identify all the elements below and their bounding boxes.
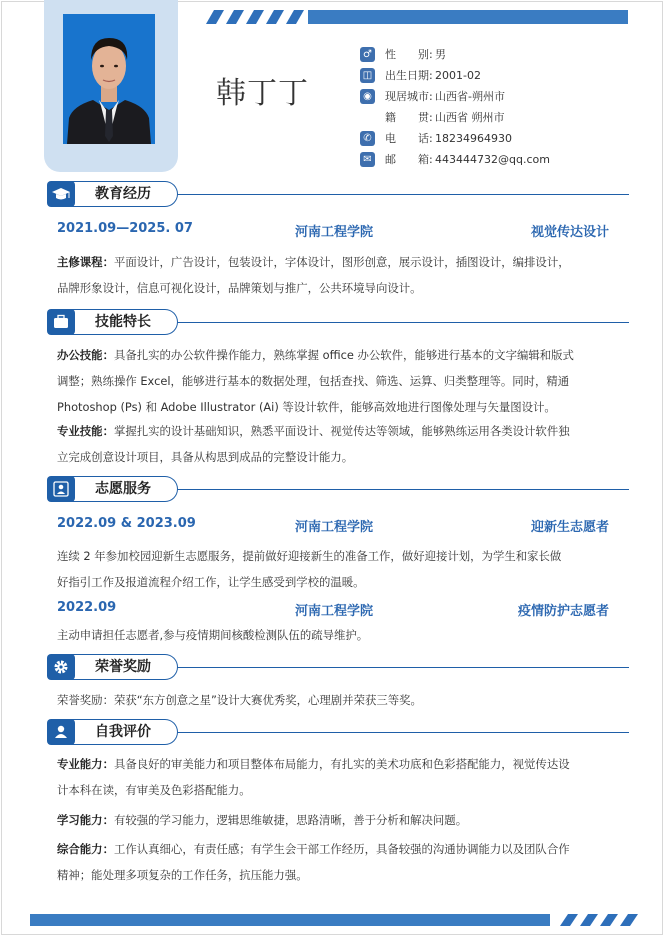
volunteer-org: 河南工程学院 [295,604,374,619]
info-value: 山西省-朔州市 [435,90,505,103]
top-stripe-decoration [200,8,628,24]
section-divider [177,489,629,490]
courses-label: 主修课程： [57,255,114,269]
info-value: 2001-02 [435,69,481,82]
volunteer-desc-2 [57,622,613,648]
education-period: 2021.09—2025. 07 [57,221,193,236]
briefcase-icon [47,309,75,335]
pro-label: 专业技能： [57,424,114,438]
section-title: 自我评价 [95,724,151,740]
pro-text-2: 计本科在读，有审美及色彩搭配能力。 [57,783,251,797]
office-label: 办公技能： [57,348,114,362]
info-value: 18234964930 [435,132,512,145]
office-text-2: 调整；熟练操作 Excel，能够进行基本的数据处理，包括查找、筛选、运算、归类整理等。同时，精通 [57,374,570,388]
self-eval-learning [57,807,613,833]
info-row-hometown [360,107,660,128]
section-title: 技能特长 [95,314,151,330]
section-title: 教育经历 [95,186,151,202]
education-major: 视觉传达设计 [530,225,609,240]
pro-label: 专业能力： [57,757,114,771]
info-label: 性 别: [385,48,433,61]
info-label: 出生日期: [385,69,433,82]
section-divider [177,667,629,668]
section-header-self-eval [47,719,629,745]
graduation-cap-icon [47,181,75,207]
info-label: 籍 贯: [385,111,433,124]
honors-text: 荣誉奖励：荣获“东方创意之星”设计大赛优秀奖，心理剧并荣获三等奖。 [57,693,422,707]
volunteer-text: 主动申请担任志愿者,参与疫情期间核酸检测队伍的疏导维护。 [57,628,369,642]
section-title: 志愿服务 [95,481,151,497]
volunteer-text: 好指引工作及报道流程介绍工作，让学生感受到学校的温暖。 [57,575,365,589]
volunteer-row-1 [57,516,617,536]
education-courses [57,249,613,301]
info-row-gender [360,44,660,65]
section-divider [177,732,629,733]
office-text-1: 具备扎实的办公软件操作能力，熟练掌握 office 办公软件，能够进行基本的文字编辑和版式 [113,348,574,362]
personal-info-list [360,44,660,170]
info-row-phone [360,128,660,149]
volunteer-desc-1 [57,543,613,595]
all-text-1: 工作认真细心，有责任感；有学生会干部工作经历，具备较强的沟通协调能力以及团队合作 [113,842,570,856]
gender-icon: ♂ [360,47,375,62]
info-value: 443444732@qq.com [435,153,550,166]
person-photo-icon [63,14,155,144]
person-card-icon [47,476,75,502]
pro-text-2: 立完成创意设计项目，具备从构思到成品的完整设计能力。 [57,450,354,464]
volunteer-role: 迎新生志愿者 [530,520,609,535]
info-row-city [360,86,660,107]
pro-text-1: 掌握扎实的设计基础知识，熟悉平面设计、视觉传达等领域，能够熟练运用各类设计软件独 [113,424,570,438]
user-icon [47,719,75,745]
section-header-honors [47,654,629,680]
location-icon: ◉ [360,89,375,104]
section-title: 荣誉奖励 [95,659,151,675]
courses-text: 平面设计，广告设计，包装设计，字体设计，图形创意，展示设计，插图设计，编排设计， [113,255,570,269]
profile-photo [63,14,155,144]
self-eval-overall [57,836,613,888]
info-value: 山西省 朔州市 [435,111,505,124]
section-header-education [47,181,629,207]
volunteer-period: 2022.09 [57,600,117,615]
all-text-2: 精神；能处理多项复杂的工作任务，抗压能力强。 [57,868,308,882]
birthday-icon: ◫ [360,68,375,83]
office-text-3: Photoshop (Ps) 和 Adobe Illustrator (Ai) 等设计软件，能够高效地进行图像处理与矢量图设计。 [57,400,556,414]
volunteer-org: 河南工程学院 [295,520,374,535]
section-header-skills [47,309,629,335]
info-label: 电 话: [385,132,433,145]
learn-text: 有较强的学习能力，逻辑思维敏捷，思路清晰，善于分析和解决问题。 [113,813,468,827]
section-divider [177,194,629,195]
education-row [57,221,617,241]
courses-text-2: 品牌形象设计，信息可视化设计，品牌策划与推广，公共环境导向设计。 [57,281,422,295]
learn-label: 学习能力： [57,813,114,827]
section-divider [177,322,629,323]
volunteer-row-2 [57,600,617,620]
self-eval-professional [57,751,613,803]
section-header-volunteer [47,476,629,502]
info-label: 现居城市: [385,90,433,103]
volunteer-period: 2022.09 & 2023.09 [57,516,196,531]
skills-professional [57,418,613,470]
mail-icon: ✉ [360,152,375,167]
volunteer-text: 连续 2 年参加校园迎新生志愿服务，提前做好迎接新生的准备工作，做好迎接计划，为学生和家长做 [57,549,562,563]
info-label: 邮 箱: [385,153,433,166]
phone-icon: ✆ [360,131,375,146]
info-value: 男 [435,48,446,61]
info-row-email [360,149,660,170]
info-row-birth [360,65,660,86]
gear-icon [47,654,75,680]
education-school: 河南工程学院 [295,225,374,240]
all-label: 综合能力： [57,842,114,856]
skills-office [57,342,613,420]
bottom-stripe-decoration [30,912,650,928]
pro-text-1: 具备良好的审美能力和项目整体布局能力，有扎实的美术功底和色彩搭配能力，视觉传达设 [113,757,570,771]
volunteer-role: 疫情防护志愿者 [517,604,609,619]
candidate-name: 韩丁丁 [216,76,309,111]
